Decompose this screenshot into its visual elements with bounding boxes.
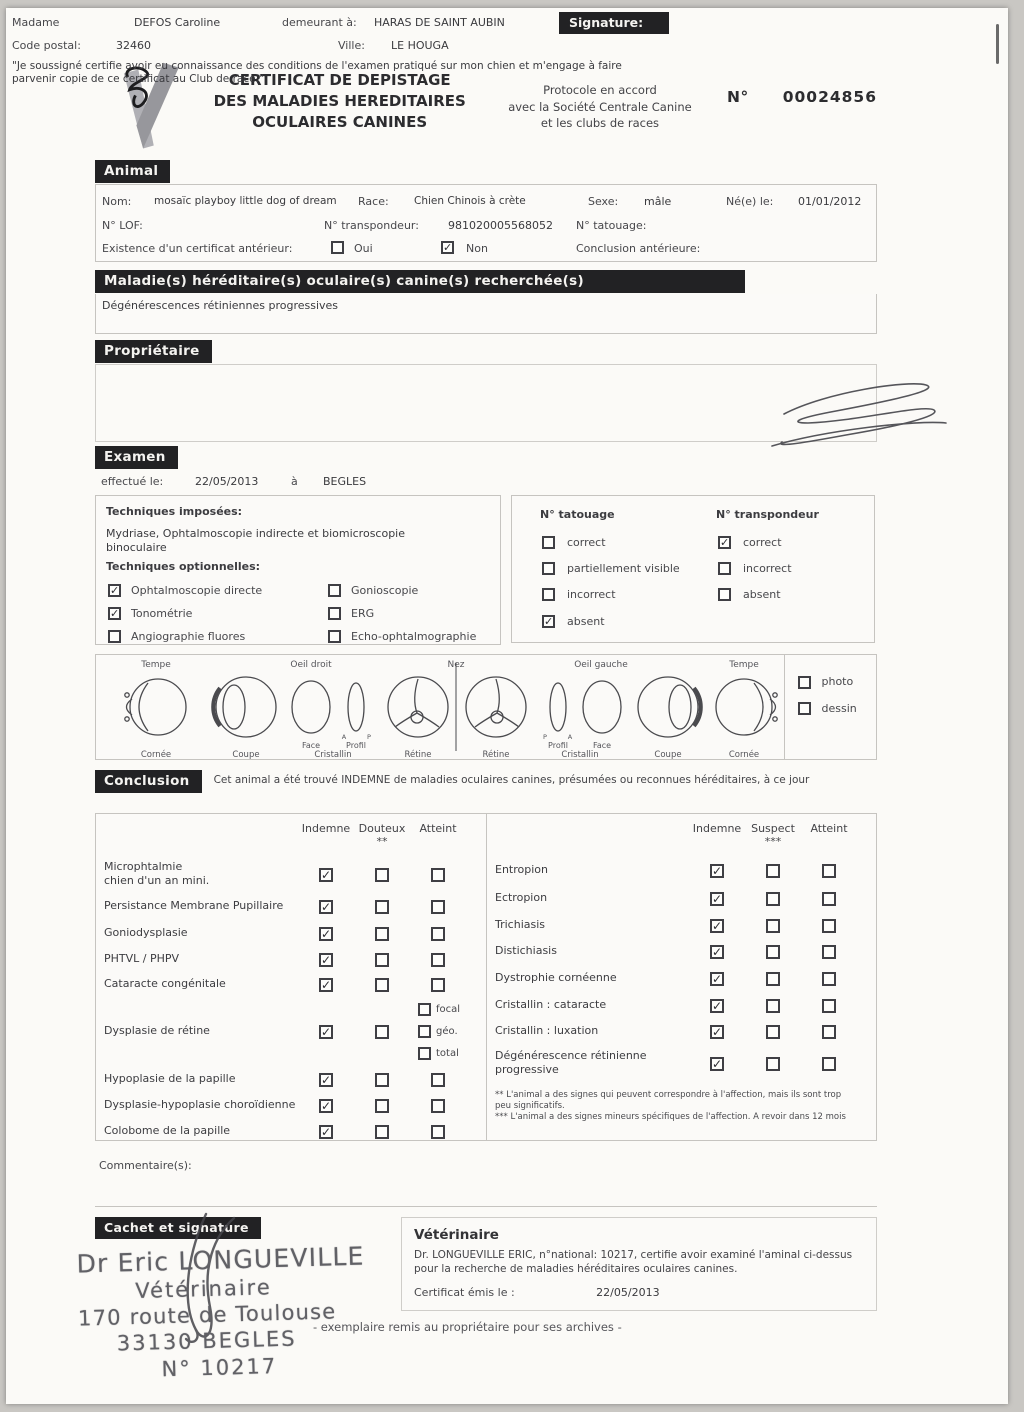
checkbox xyxy=(766,972,780,986)
checkbox xyxy=(766,892,780,906)
row-trichiasis: Trichiasis ✓ xyxy=(487,912,876,938)
schema-label-tempe-left: Tempe xyxy=(141,660,171,670)
section-animal-title: Animal xyxy=(95,160,170,183)
row-phtvl-phpv: PHTVL / PHPV ✓ xyxy=(96,946,486,971)
checkbox-dessin xyxy=(798,702,811,715)
ne-le-value: 01/01/2012 xyxy=(798,195,862,208)
transpondeur-label: N° transpondeur: xyxy=(324,219,419,232)
checkbox-tatouage-incorrect xyxy=(542,588,555,601)
checkbox xyxy=(431,1073,445,1087)
row-degenerescence-retinienne: Dégénérescence rétinienne progressive ✓ xyxy=(487,1044,876,1082)
checkbox-tonometrie: ✓ xyxy=(110,607,120,620)
row-distichiasis: Distichiasis ✓ xyxy=(487,938,876,964)
checkbox xyxy=(431,1099,445,1113)
angiographie-label: Angiographie fluores xyxy=(131,630,246,643)
transpondeur-correct-label: correct xyxy=(743,536,782,549)
checkbox-transpondeur-absent xyxy=(718,588,731,601)
certificat-anterieur-label: Existence d'un certificat antérieur: xyxy=(102,242,293,255)
checkbox: ✓ xyxy=(712,999,723,1013)
checkbox xyxy=(375,978,389,992)
stamp-line-3: 170 route de Toulouse xyxy=(77,1298,337,1331)
examen-lieu-value: BEGLES xyxy=(323,475,367,488)
checkbox: ✓ xyxy=(321,1125,332,1139)
checkbox xyxy=(822,919,836,933)
certificate-number-value: 00024856 xyxy=(782,88,877,106)
transpondeur-incorrect-label: incorrect xyxy=(743,562,792,575)
animal-box xyxy=(95,184,877,262)
tatouage-label: N° tatouage: xyxy=(576,219,647,232)
conclusion-table-left xyxy=(96,814,486,1140)
checkbox: ✓ xyxy=(321,1025,332,1039)
checkbox xyxy=(822,1057,836,1071)
section-proprietaire-title: Propriétaire xyxy=(95,340,212,363)
checkbox xyxy=(822,1025,836,1039)
checkbox xyxy=(375,868,389,882)
tatouage-incorrect-label: incorrect xyxy=(567,588,616,601)
schema-label-oeil-gauche: Oeil gauche xyxy=(574,660,628,670)
schema-profil-right: Profil xyxy=(548,741,568,750)
code-postal-label: Code postal: xyxy=(12,39,81,52)
checkbox: ✓ xyxy=(321,927,332,941)
checkbox-tatouage-absent: ✓ xyxy=(544,615,554,628)
gonioscopie-label: Gonioscopie xyxy=(351,584,419,597)
erg-label: ERG xyxy=(351,607,375,620)
certificate-number-label: N° xyxy=(726,88,749,106)
oui-label: Oui xyxy=(354,242,373,255)
checkbox-total xyxy=(418,1047,431,1060)
schema-cristallin-left: Cristallin xyxy=(314,750,352,759)
checkbox-angiographie xyxy=(108,630,121,643)
checkbox xyxy=(431,900,445,914)
checkbox xyxy=(822,864,836,878)
tonometrie-label: Tonométrie xyxy=(131,607,193,620)
checkbox xyxy=(766,1057,780,1071)
nom-label: Nom: xyxy=(102,195,132,208)
schema-label-tempe-right: Tempe xyxy=(729,660,759,670)
schema-ap-p-left: P xyxy=(367,733,371,741)
certificat-emis-date: 22/05/2013 xyxy=(596,1286,660,1299)
stamp-line-5: N° 10217 xyxy=(161,1353,278,1382)
lof-label: N° LOF: xyxy=(102,219,143,232)
header-indemne-left: Indemne xyxy=(301,822,351,835)
header-atteint-left: Atteint xyxy=(419,822,457,835)
engagement-text: "Je soussigné certifie avoir eu connaissance des conditions de l'examen pratiqué sur mon chien et m'engage à faire parvenir copie de ce certificat au Club de race." xyxy=(12,60,622,86)
non-label: Non xyxy=(466,242,488,255)
photo-label: photo xyxy=(821,675,854,688)
checkbox-photo xyxy=(798,676,811,689)
race-value: Chien Chinois à crète xyxy=(414,195,526,207)
nom-value: mosaïc playboy little dog of dream xyxy=(154,195,337,207)
transpondeur-absent-label: absent xyxy=(743,588,781,601)
commentaires-label: Commentaire(s): xyxy=(99,1159,192,1172)
checkbox xyxy=(766,1025,780,1039)
schema-retine-right: Rétine xyxy=(482,750,510,759)
checkbox xyxy=(375,1099,389,1113)
vet-stamp xyxy=(76,1241,410,1383)
schema-face-left: Face xyxy=(301,741,321,750)
checkbox: ✓ xyxy=(321,1073,332,1087)
checkbox: ✓ xyxy=(712,1025,723,1039)
protocol-line-3: et les clubs de races xyxy=(540,116,660,131)
ophtalmoscopie-directe-label: Ophtalmoscopie directe xyxy=(131,584,263,597)
eye-schema-box xyxy=(95,654,877,760)
checkbox: ✓ xyxy=(712,892,723,906)
stamp-line-2: Vétérinaire xyxy=(135,1274,273,1303)
header-douteux-note: ** xyxy=(376,835,388,849)
techniques-optionnelles-label: Techniques optionnelles: xyxy=(106,560,261,573)
tatouage-absent-label: absent xyxy=(567,615,605,628)
checkbox-oui xyxy=(331,241,344,254)
schema-ap-a-left: A xyxy=(341,733,347,741)
checkbox xyxy=(431,978,445,992)
checkbox-echo-ophtalmographie xyxy=(328,630,341,643)
row-dysplasie-hypoplasie: Dysplasie-hypoplasie choroïdienne ✓ xyxy=(96,1092,486,1118)
checkbox: ✓ xyxy=(712,972,723,986)
demeurant-label: demeurant à: xyxy=(282,16,357,29)
checkbox: ✓ xyxy=(712,1057,723,1071)
ville-value: LE HOUGA xyxy=(391,39,449,52)
archive-note: - exemplaire remis au propriétaire pour ses archives - xyxy=(313,1320,622,1334)
title-line-3: OCULAIRES CANINES xyxy=(252,113,428,131)
title-line-1: CERTIFICAT DE DEPISTAGE xyxy=(228,71,451,89)
checkbox: ✓ xyxy=(321,952,332,967)
schema-face-right: Face xyxy=(592,741,612,750)
row-colobome-papille: Colobome de la papille ✓ xyxy=(96,1118,486,1144)
civilite-value: Madame xyxy=(12,16,60,29)
sexe-value: mâle xyxy=(644,195,672,208)
ville-label: Ville: xyxy=(338,39,365,52)
checkbox-tatouage-correct xyxy=(542,536,555,549)
checkbox xyxy=(375,953,389,967)
transpondeur-value: 981020005568052 xyxy=(448,219,553,232)
veterinaire-title: Vétérinaire xyxy=(414,1227,499,1243)
schema-coupe-left: Coupe xyxy=(232,750,260,759)
total-label: total xyxy=(436,1047,459,1059)
schema-ap-p-right: P xyxy=(543,733,547,741)
stamp-line-1: Dr Eric LONGUEVILLE xyxy=(76,1241,365,1279)
row-microphtalmie xyxy=(96,856,486,892)
techniques-imposees-label: Techniques imposées: xyxy=(106,505,243,518)
maladies-box xyxy=(95,294,877,334)
section-maladies xyxy=(95,270,877,334)
certificat-emis-label: Certificat émis le : xyxy=(414,1286,515,1299)
certificate-number xyxy=(727,58,877,106)
header-atteint-right: Atteint xyxy=(810,822,848,835)
cachet-signature-label: Cachet et signature xyxy=(95,1217,261,1239)
checkbox xyxy=(375,927,389,941)
checkbox: ✓ xyxy=(321,868,332,882)
protocol-line-1: Protocole en accord xyxy=(543,83,657,97)
checkbox xyxy=(431,953,445,967)
section-examen-title: Examen xyxy=(95,446,178,469)
checkbox: ✓ xyxy=(712,864,723,878)
section-maladies-title: Maladie(s) héréditaire(s) oculaire(s) canine(s) recherchée(s) xyxy=(95,270,745,293)
tatouage-correct-label: correct xyxy=(567,536,606,549)
header-suspect: Suspect *** xyxy=(745,822,801,848)
examen-date-value: 22/05/2013 xyxy=(195,475,259,488)
row-cataracte-congenitale: Cataracte congénitale ✓ xyxy=(96,971,486,996)
title-line-2: DES MALADIES HEREDITAIRES xyxy=(213,92,466,110)
checkbox: ✓ xyxy=(321,900,332,914)
schema-cornee-left: Cornée xyxy=(140,750,172,759)
checkbox-non: ✓ xyxy=(443,241,453,254)
photo-dessin-box xyxy=(784,655,876,759)
conclusion-table xyxy=(95,813,877,1141)
row-dysplasie-retine: Dysplasie de rétine ✓ focal géo. total xyxy=(104,1003,461,1059)
eye-schema-diagram xyxy=(96,655,784,759)
checkbox xyxy=(375,900,389,914)
checkbox-gonioscopie xyxy=(328,584,341,597)
tatouage-column-title: N° tatouage xyxy=(540,508,615,521)
microphtalmie-label-2: chien d'un an mini. xyxy=(104,874,210,887)
checkbox xyxy=(766,919,780,933)
checkbox: ✓ xyxy=(712,919,723,933)
sexe-label: Sexe: xyxy=(588,195,619,208)
signature-label: Signature: xyxy=(559,12,669,34)
row-hypoplasie-papille: Hypoplasie de la papille ✓ xyxy=(96,1066,486,1092)
section-examen xyxy=(95,446,877,645)
footnote-suspect: *** L'animal a des signes mineurs spécifiques de l'affection. A revoir dans 12 mois xyxy=(495,1112,846,1123)
checkbox xyxy=(766,945,780,959)
geo-label: géo. xyxy=(436,1025,458,1037)
section-animal xyxy=(95,160,877,262)
scanned-certificate-page xyxy=(6,8,1008,1404)
checkbox xyxy=(766,999,780,1013)
techniques-box xyxy=(95,495,501,645)
conclusion-intro-text: Cet animal a été trouvé INDEMNE de maladies oculaires canines, présumées ou reconnues héréditaires, à ce jour xyxy=(213,774,810,786)
row-cristallin-luxation: Cristallin : luxation ✓ xyxy=(487,1018,876,1044)
checkbox xyxy=(375,1025,389,1039)
checkbox xyxy=(431,1125,445,1139)
dessin-label: dessin xyxy=(821,701,857,715)
checkbox xyxy=(822,892,836,906)
checkbox xyxy=(822,945,836,959)
checkbox: ✓ xyxy=(712,945,723,959)
identification-box xyxy=(511,495,875,643)
checkbox-geo xyxy=(418,1025,431,1038)
schema-coupe-right: Coupe xyxy=(654,750,682,759)
code-postal-value: 32460 xyxy=(116,39,151,52)
schema-label-oeil-droit: Oeil droit xyxy=(290,660,332,670)
race-label: Race: xyxy=(358,195,389,208)
checkbox xyxy=(375,1073,389,1087)
checkbox-tatouage-partiel xyxy=(542,562,555,575)
effectue-le-label: effectué le: xyxy=(101,475,164,488)
echo-ophtalmographie-label: Echo-ophtalmographie xyxy=(351,630,477,643)
protocol-line-2: avec la Société Centrale Canine xyxy=(508,99,692,114)
checkbox-transpondeur-correct: ✓ xyxy=(720,536,730,549)
checkbox xyxy=(822,972,836,986)
checkbox: ✓ xyxy=(321,977,332,992)
header-douteux: Douteux ** xyxy=(354,822,410,848)
schema-cristallin-right: Cristallin xyxy=(561,750,599,759)
conclusion-right-header xyxy=(487,822,876,856)
section-conclusion-title: Conclusion xyxy=(95,770,202,793)
examen-date-row xyxy=(95,471,877,495)
checkbox xyxy=(375,1125,389,1139)
owner-signature xyxy=(766,364,951,452)
transpondeur-column-title: N° transpondeur xyxy=(716,508,819,521)
ne-le-label: Né(e) le: xyxy=(726,195,774,208)
certificat-emis-row xyxy=(414,1286,660,1299)
checkbox-erg xyxy=(328,607,341,620)
checkbox xyxy=(766,864,780,878)
demeurant-value: HARAS DE SAINT AUBIN xyxy=(374,16,505,29)
proprietaire-nom-value: DEFOS Caroline xyxy=(134,16,221,29)
microphtalmie-label: Microphtalmie xyxy=(104,860,183,874)
veterinaire-certification-text: Dr. LONGUEVILLE ERIC, n°national: 10217, certifie avoir examiné l'aminal ci-dessus pour la recherche de maladies héréditaires oculaires canines. xyxy=(414,1249,853,1276)
maladies-recherchees-value: Dégénérescences rétiniennes progressives xyxy=(102,299,339,312)
checkbox: ✓ xyxy=(321,1099,332,1113)
header-indemne-right: Indemne xyxy=(692,822,742,835)
a-label: à xyxy=(291,475,298,488)
checkbox-ophtalmoscopie-directe: ✓ xyxy=(110,584,120,597)
row-ectropion: Ectropion ✓ xyxy=(487,884,876,912)
commentaires-section xyxy=(95,1151,877,1207)
section-conclusion xyxy=(95,770,877,793)
schema-cornee-right: Cornée xyxy=(728,750,760,759)
row-entropion: Entropion ✓ xyxy=(487,856,876,884)
checkbox xyxy=(431,868,445,882)
row-goniodysplasie: Goniodysplasie ✓ xyxy=(96,920,486,946)
footnote-douteux: ** L'animal a des signes qui peuvent correspondre à l'affection, mais ils sont trop peu significatifs. xyxy=(495,1090,842,1112)
schema-profil-left: Profil xyxy=(346,741,366,750)
schema-label-nez: Nez xyxy=(447,660,465,670)
conclusion-anterieure-label: Conclusion antérieure: xyxy=(576,242,701,255)
checkbox xyxy=(822,999,836,1013)
schema-ap-a-right: A xyxy=(567,733,573,741)
conclusion-table-right xyxy=(486,814,876,1140)
scan-artifact-mark xyxy=(996,24,999,64)
schema-retine-left: Rétine xyxy=(404,750,432,759)
tatouage-partiel-label: partiellement visible xyxy=(567,562,680,575)
checkbox-focal xyxy=(418,1003,431,1016)
row-cristallin-cataracte: Cristallin : cataracte ✓ xyxy=(487,992,876,1018)
conclusion-left-header xyxy=(96,822,486,856)
checkbox-transpondeur-incorrect xyxy=(718,562,731,575)
header-suspect-note: *** xyxy=(764,835,782,849)
checkbox xyxy=(431,927,445,941)
techniques-imposees-value: Mydriase, Ophtalmoscopie indirecte et biomicroscopie binoculaire xyxy=(106,527,406,555)
focal-label: focal xyxy=(436,1003,461,1015)
row-persistance-membrane: Persistance Membrane Pupillaire ✓ xyxy=(96,892,486,920)
veterinaire-box xyxy=(401,1217,877,1311)
stamp-line-4: 33130 BEGLES xyxy=(116,1326,297,1356)
row-dystrophie-corneenne: Dystrophie cornéenne ✓ xyxy=(487,964,876,992)
